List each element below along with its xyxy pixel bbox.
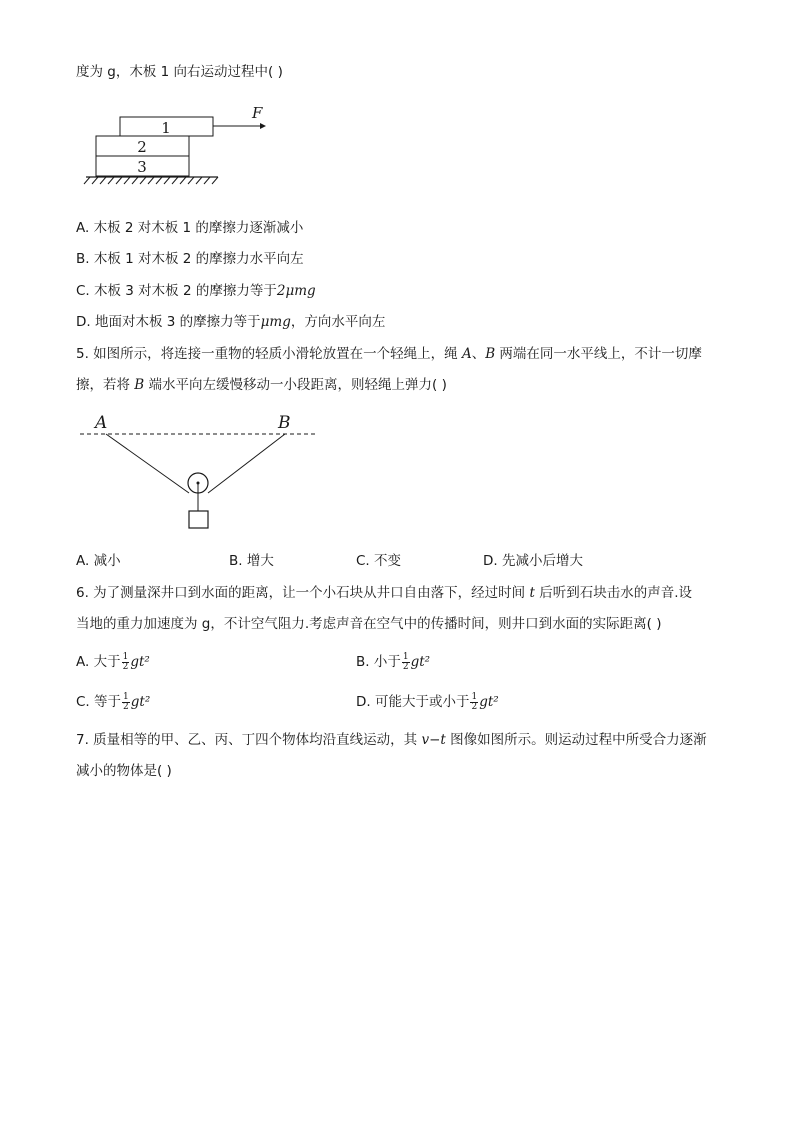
q4-stem-tail: 度为 g，木板 1 向右运动过程中( ) [76, 64, 283, 80]
q7-stem-line1 [76, 730, 707, 750]
weight-block [189, 511, 208, 528]
q5-option-b: B. 增大 [229, 553, 274, 569]
rope-left [106, 434, 189, 493]
fraction-denominator: 2 [471, 701, 478, 712]
board-2-label: 2 [137, 138, 147, 156]
q5-stem-part: 端水平向左缓慢移动一小段距离，则轻绳上弹力( ) [144, 377, 447, 393]
q5-pulley-figure [70, 405, 330, 535]
rope-right [208, 434, 285, 493]
fraction-denominator: 2 [402, 661, 409, 672]
q5-option-c: C. 不变 [356, 553, 402, 569]
q6-stem-line2: 当地的重力加速度为 g，不计空气阻力.考虑声音在空气中的传播时间，则井口到水面的实际距离( ) [76, 616, 662, 632]
q4-option-d-math: μmg [260, 314, 291, 330]
q4-boards-figure [80, 100, 280, 190]
q5-label-a: A [461, 346, 472, 362]
q6-option-c-text: C. 等于 [76, 694, 122, 710]
fraction [122, 653, 130, 672]
q6-option-b [356, 652, 430, 672]
point-b-label: B [278, 413, 291, 433]
q4-option-d-tail: ，方向水平向左 [290, 314, 386, 330]
q5-sep: 、 [471, 346, 486, 362]
q4-option-c [76, 281, 316, 301]
q5-stem-part: 擦，若将 [76, 377, 135, 393]
q6-time-symbol: t [529, 585, 535, 601]
q7-stem-part: 图像如图所示。则运动过程中所受合力逐渐 [445, 732, 707, 748]
force-label: F [252, 104, 263, 122]
fraction-numerator: 1 [471, 691, 478, 702]
fraction [122, 693, 130, 712]
q4-option-c-text: C. 木板 3 对木板 2 的摩擦力等于 [76, 283, 277, 299]
q5-stem-line2 [76, 375, 447, 395]
ground-hatching [84, 177, 218, 184]
q4-option-a: A. 木板 2 对木板 1 的摩擦力逐渐减小 [76, 220, 304, 236]
q4-option-d [76, 312, 385, 332]
fraction-numerator: 1 [123, 691, 129, 702]
board-1-label: 1 [161, 119, 171, 137]
q6-option-a-text: A. 大于 [76, 654, 121, 670]
q6-expression: gt² [410, 654, 431, 670]
q6-option-a [76, 652, 150, 672]
q6-option-c [76, 692, 150, 712]
fraction-denominator: 2 [122, 661, 129, 672]
q4-option-b: B. 木板 1 对木板 2 的摩擦力水平向左 [76, 251, 304, 267]
q5-label-b-2: B [134, 377, 145, 393]
q6-option-b-text: B. 小于 [356, 654, 401, 670]
q5-stem-line1 [76, 344, 702, 364]
q7-vt-symbol: v−t [421, 732, 446, 748]
q6-stem-part: 6. 为了测量深井口到水面的距离，让一个小石块从井口自由落下，经过时间 [76, 585, 530, 601]
board-3-label: 3 [137, 158, 147, 176]
q5-option-a: A. 减小 [76, 553, 121, 569]
q4-option-c-math: 2μmg [276, 283, 316, 299]
q5-stem-part: 两端在同一水平线上，不计一切摩 [495, 346, 702, 362]
q6-expression: gt² [130, 654, 150, 670]
fraction [470, 693, 478, 712]
q7-stem-line2: 减小的物体是( ) [76, 763, 172, 779]
q6-stem-line1 [76, 583, 692, 603]
fraction-numerator: 1 [402, 651, 409, 662]
q6-expression: gt² [479, 694, 499, 710]
q7-stem-part: 7. 质量相等的甲、乙、丙、丁四个物体均沿直线运动，其 [76, 732, 422, 748]
q6-expression: gt² [130, 694, 151, 710]
fraction [402, 653, 410, 672]
fraction-denominator: 2 [123, 701, 129, 712]
q5-stem-part: 5. 如图所示，将连接一重物的轻质小滑轮放置在一个轻绳上，绳 [76, 346, 462, 362]
q6-option-d-text: D. 可能大于或小于 [356, 694, 470, 710]
point-a-label: A [95, 413, 108, 433]
q4-option-d-text: D. 地面对木板 3 的摩擦力等于 [76, 314, 261, 330]
q6-option-d [356, 692, 499, 712]
q5-label-b: B [485, 346, 496, 362]
q5-option-d: D. 先减小后增大 [483, 553, 583, 569]
fraction-numerator: 1 [122, 651, 129, 662]
q6-stem-part: 后听到石块击水的声音.设 [534, 585, 692, 601]
